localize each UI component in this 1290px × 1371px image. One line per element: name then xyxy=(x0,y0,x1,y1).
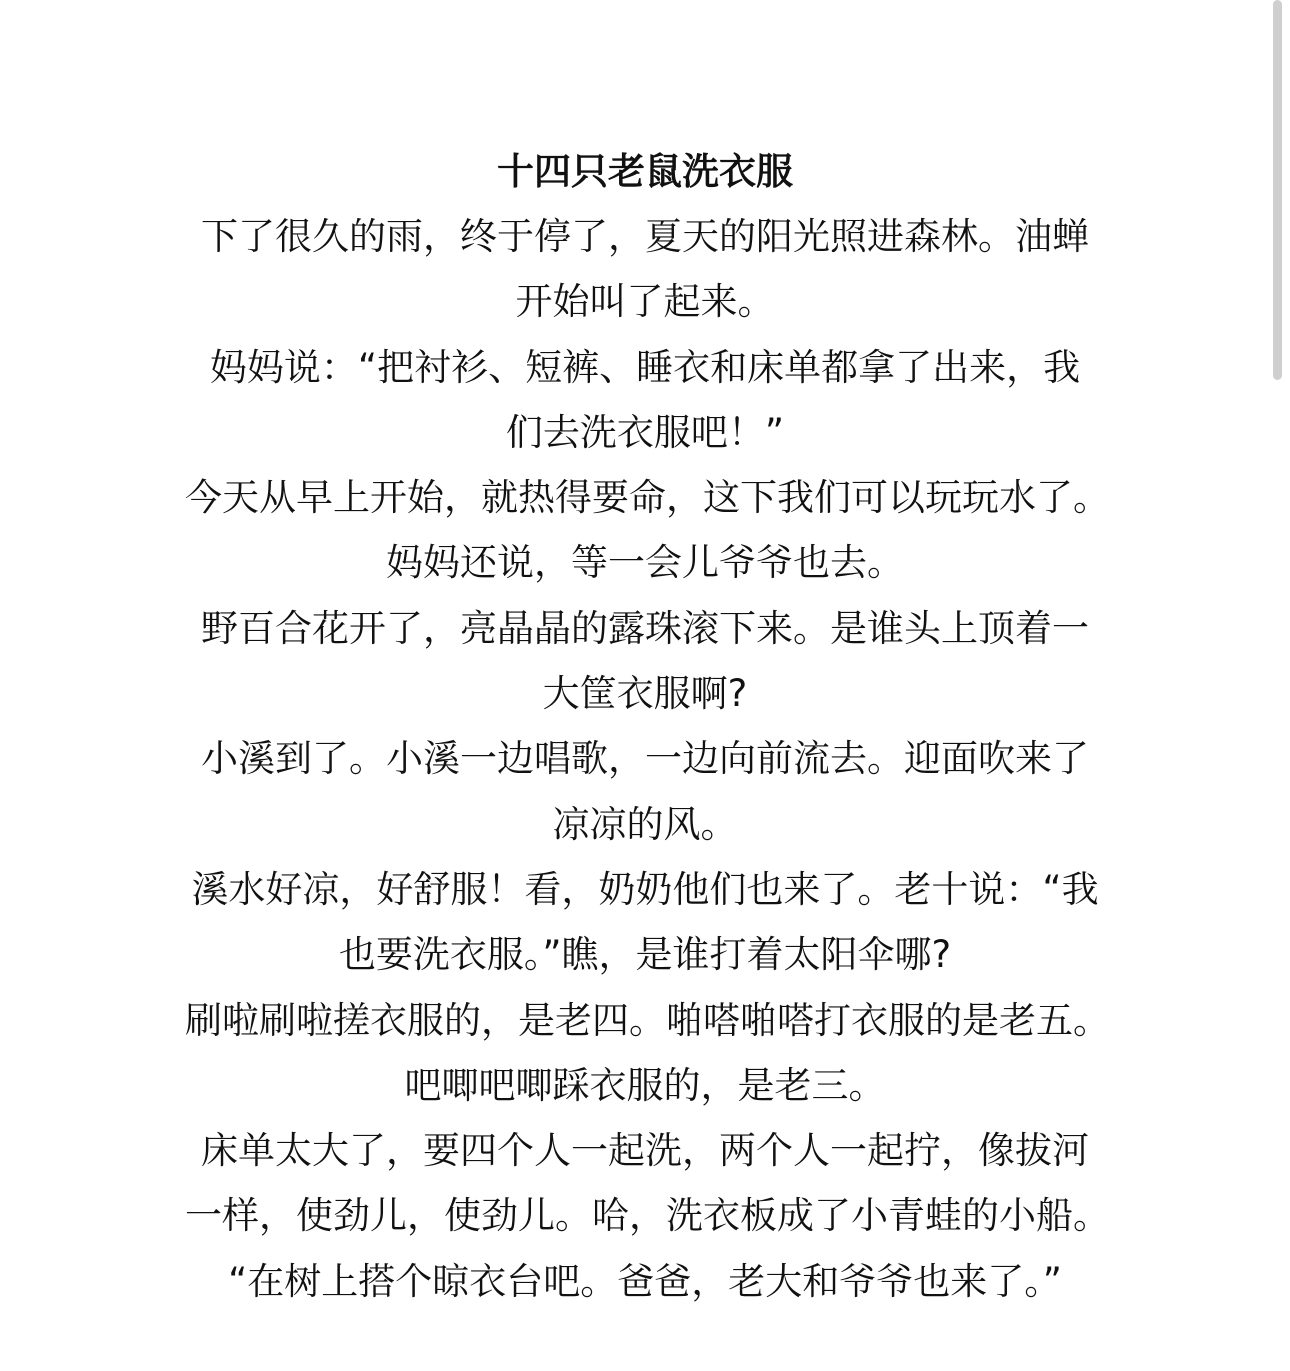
text-line: 小溪到了。小溪一边唱歌，一边向前流去。迎面吹来了 xyxy=(201,737,1089,781)
text-line: 床单太大了，要四个人一起洗，两个人一起拧，像拔河 xyxy=(201,1129,1089,1173)
text-line: 下了很久的雨，终于停了，夏天的阳光照进森林。油蝉 xyxy=(201,215,1089,258)
text-line: “在树上搭个晾衣台吧。爸爸，老大和爷爷也来了。” xyxy=(228,1259,1062,1303)
text-line: 凉凉的风。 xyxy=(552,802,738,846)
text-line: 们去洗衣服吧！” xyxy=(505,410,785,454)
text-line: 妈妈还说，等一会儿爷爷也去。 xyxy=(386,541,904,585)
paragraph-3 xyxy=(185,465,1110,596)
text-line: 大筐衣服啊? xyxy=(542,672,748,716)
story-content xyxy=(185,140,1110,1314)
paragraph-4 xyxy=(185,596,1105,727)
vertical-scrollbar[interactable] xyxy=(1273,0,1282,380)
text-line: 溪水好凉，好舒服！看，奶奶他们也来了。老十说：“我 xyxy=(191,867,1099,911)
paragraph-1 xyxy=(185,204,1105,335)
text-line: 野百合花开了，亮晶晶的露珠滚下来。是谁头上顶着一 xyxy=(201,606,1089,650)
text-line: 今天从早上开始，就热得要命，这下我们可以玩玩水了。 xyxy=(185,476,1110,520)
paragraph-8 xyxy=(185,1118,1110,1314)
paragraph-5 xyxy=(185,726,1105,857)
text-line: 也要洗衣服。”瞧，是谁打着太阳伞哪? xyxy=(338,933,952,977)
text-line: 一样，使劲儿，使劲儿。哈，洗衣板成了小青蛙的小船。 xyxy=(185,1194,1110,1238)
text-line: 吧唧吧唧踩衣服的，是老三。 xyxy=(404,1063,886,1107)
text-line: 刷啦刷啦搓衣服的，是老四。啪嗒啪嗒打衣服的是老五。 xyxy=(185,998,1110,1042)
story-title: 十四只老鼠洗衣服 xyxy=(497,150,793,193)
paragraph-7 xyxy=(185,988,1110,1119)
paragraph-2 xyxy=(185,335,1105,466)
text-line: 开始叫了起来。 xyxy=(515,280,775,324)
text-line: 妈妈说：“把衬衫、短裤、睡衣和床单都拿了出来，我 xyxy=(209,345,1081,389)
paragraph-6 xyxy=(185,857,1105,988)
